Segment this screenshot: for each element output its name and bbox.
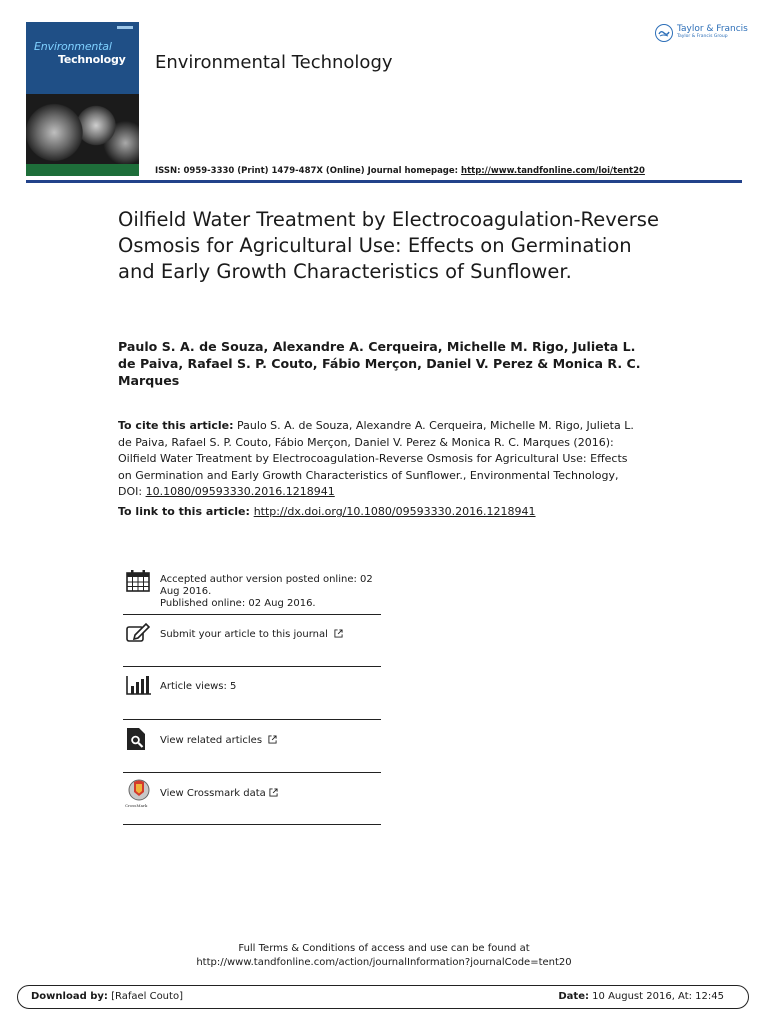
cite-label: To cite this article: — [118, 419, 234, 432]
cover-title-line1: Environmental — [34, 40, 112, 53]
crossmark-logo-text: CrossMark — [125, 803, 148, 808]
article-views-row — [123, 666, 381, 720]
crossmark-row[interactable] — [123, 772, 381, 825]
article-link[interactable]: http://dx.doi.org/10.1080/09593330.2016.1218941 — [253, 505, 536, 518]
calendar-icon — [126, 570, 150, 596]
article-authors: Paulo S. A. de Souza, Alexandre A. Cerqueira, Michelle M. Rigo, Julieta L. de Paiva, Rafael S. P. Couto, Fábio Merçon, Daniel V. Perez & Monica R. C. Marques — [118, 339, 641, 388]
external-link-icon — [334, 629, 343, 638]
submit-article-row[interactable] — [123, 614, 381, 667]
cover-strip — [26, 164, 139, 176]
external-link-icon — [268, 735, 277, 744]
accepted-date-line2: Aug 2016. — [160, 586, 212, 597]
published-date: Published online: 02 Aug 2016. — [160, 598, 316, 609]
journal-homepage-link[interactable]: http://www.tandfonline.com/loi/tent20 — [461, 166, 645, 176]
doi-link[interactable]: 10.1080/09593330.2016.1218941 — [145, 485, 335, 498]
submit-article-link[interactable]: Submit your article to this journal — [160, 629, 328, 640]
cover-mark — [117, 26, 133, 29]
journal-title: Environmental Technology — [155, 52, 393, 73]
journal-cover — [26, 22, 139, 176]
publisher-subname: Taylor & Francis Group — [677, 34, 728, 39]
terms-notice — [0, 942, 768, 970]
citation-block — [118, 418, 638, 501]
cover-photo — [26, 94, 139, 164]
download-date: 10 August 2016, At: 12:45 — [588, 991, 724, 1002]
article-views: Article views: 5 — [160, 681, 237, 692]
related-articles-row[interactable] — [123, 719, 381, 773]
bar-chart-icon — [126, 675, 152, 699]
edit-icon — [126, 622, 150, 646]
link-line — [118, 505, 678, 518]
date-label: Date: — [558, 991, 589, 1002]
link-label: To link to this article: — [118, 505, 254, 518]
accepted-date-line1: Accepted author version posted online: 02 — [160, 574, 373, 585]
issn-line — [155, 166, 645, 176]
terms-link[interactable]: http://www.tandfonline.com/action/journalInformation?journalCode=tent20 — [196, 957, 572, 968]
download-label: Download by: — [31, 991, 108, 1002]
related-articles-link[interactable]: View related articles — [160, 735, 263, 746]
info-row-dates — [123, 568, 381, 615]
publisher-name: Taylor & Francis — [677, 24, 748, 34]
issn-text: ISSN: 0959-3330 (Print) 1479-487X (Online) Journal homepage: — [155, 166, 462, 176]
cite-text: Paulo S. A. de Souza, Alexandre A. Cerqueira, Michelle M. Rigo, Julieta L. de Paiva, Rafael S. P. Couto, Fábio Merçon, Daniel V. Perez & Monica R. C. Marques (2016): Oilfield Water Treatment by Electrocoagulation-Reverse Osmosis for Agricultural Use: Effects on Germination and Early Growth Characteristics of Sunflower., Environmental Technology, DOI: — [118, 419, 634, 498]
cover-title-line2: Technology — [58, 53, 126, 66]
header-divider — [26, 180, 742, 183]
document-search-icon — [126, 727, 148, 755]
terms-line1: Full Terms & Conditions of access and use can be found at — [238, 943, 530, 954]
download-info-bar — [17, 985, 749, 1009]
publisher-logo-icon — [655, 24, 673, 42]
crossmark-link[interactable]: View Crossmark data — [160, 788, 266, 799]
crossmark-icon — [126, 778, 152, 812]
external-link-icon — [269, 788, 278, 797]
article-title: Oilfield Water Treatment by Electrocoagulation-Reverse Osmosis for Agricultural Use: Effects on Germination and Early Growth Characteristics of Sunflower. — [118, 208, 659, 283]
download-user: [Rafael Couto] — [107, 991, 183, 1002]
publisher-logo — [655, 24, 748, 42]
